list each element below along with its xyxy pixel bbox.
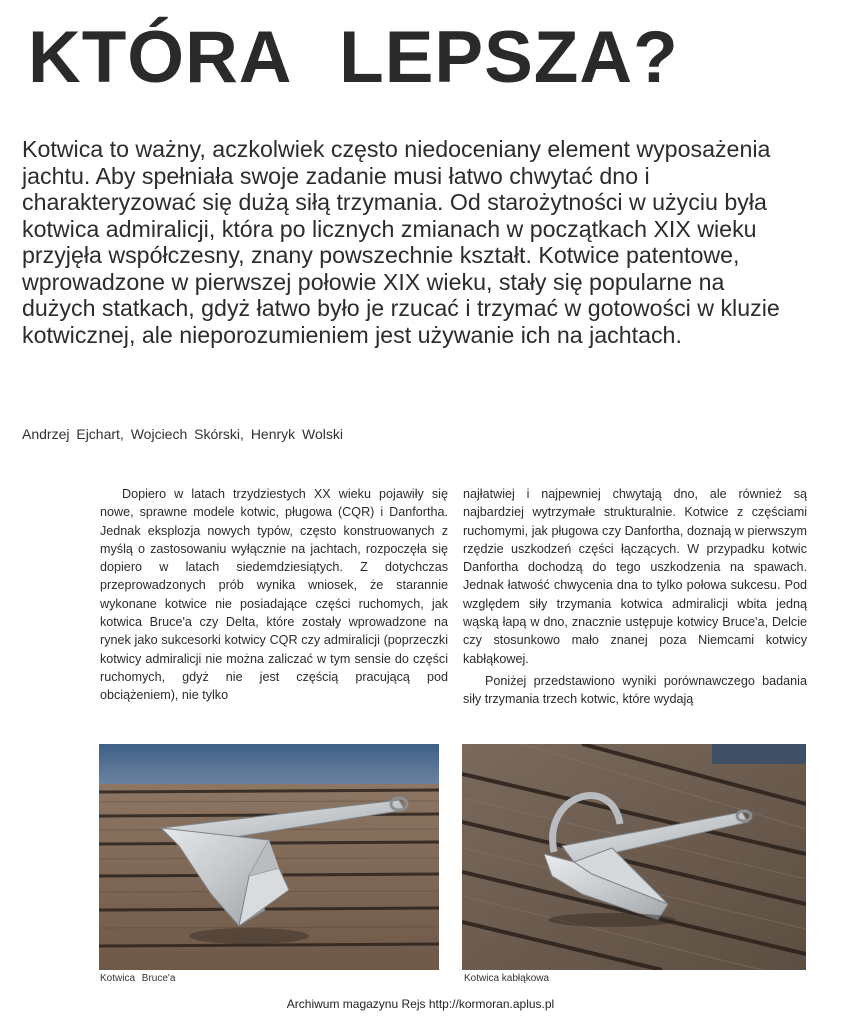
archive-footer: Archiwum magazynu Rejs http://kormoran.aplus.pl [286, 997, 555, 1011]
article-lead: Kotwica to ważny, aczkolwiek często niedoceniany element wyposażenia jachtu. Aby spełniała swoje zadanie musi łatwo chwytać dno i charakteryzować się dużą siłą trzymania. Od starożytności w użyciu była kotwica admiralicji, która po licznych zmianach w początkach XIX wieku przyjęła współczesny, znany powszechnie kształt. Kotwice patentowe, wprowadzone w pierwszej połowie XIX wieku, stały się popularne na dużych statkach, gdyż łatwo było je rzucać i trzymać w gotowości w kluzie kotwicznej, ale nieporozumieniem jest używanie ich na jachtach. [22, 136, 780, 348]
photo-caption-left: Kotwica Bruce'a [100, 973, 176, 984]
body-paragraph: Dopiero w latach trzydziestych XX wieku pojawiły się nowe, sprawne modele kotwic, pługowa (CQR) i Danfortha. Jednak eksplozja nowych typów, często konstruowanych z myślą o zastosowaniu wyłącznie na jachtach, rozpoczęła się dopiero w latach siedemdziesiątych. Z dotychczas przeprowadzonych prób wynika wniosek, że starannie wykonane kotwice nie posiadające części ruchomych, jak kotwica Bruce'a czy Delta, które zostały wprowadzone na rynek jako sukcesorki kotwicy CQR czy admiralicji (poprzeczki kotwicy admiralicji nie można zaliczać w tym sensie do części ruchomych, gdyż nie jest częścią pracującą pod obciążeniem), nie tylko [100, 487, 448, 703]
body-column-left [100, 485, 448, 705]
bruce-anchor-photo [99, 744, 439, 970]
bruce-anchor-image [99, 744, 439, 970]
article-title: KTÓRA LEPSZA? [28, 17, 679, 98]
bow-anchor-photo [462, 744, 806, 970]
bow-anchor-image [462, 744, 806, 970]
article-authors: Andrzej Ejchart, Wojciech Skórski, Henryk Wolski [22, 426, 344, 442]
body-paragraph: Poniżej przedstawiono wyniki porównawczego badania siły trzymania trzech kotwic, które wydają [463, 673, 807, 707]
body-paragraph: najłatwiej i najpewniej chwytają dno, ale również są najbardziej wytrzymałe strukturalnie. Kotwice z częściami ruchomymi, jak pługowa czy Danfortha, doznają w pierwszym rzędzie uszkodzeń części łączących. W przypadku kotwic Danfortha dochodzą do tego uszkodzenia na spawach. Jednak łatwość chwycenia dna to tylko połowa sukcesu. Pod względem siły trzymania kotwica admiralicji wbita jedną wąską łapą w dno, znacznie ustępuje kotwicy Bruce'a, Delcie czy stosunkowo mało znanej poza Niemcami kotwicy kabłąkowej. [463, 487, 807, 666]
body-column-right [463, 485, 807, 709]
photo-caption-right: Kotwica kabłąkowa [464, 973, 550, 984]
